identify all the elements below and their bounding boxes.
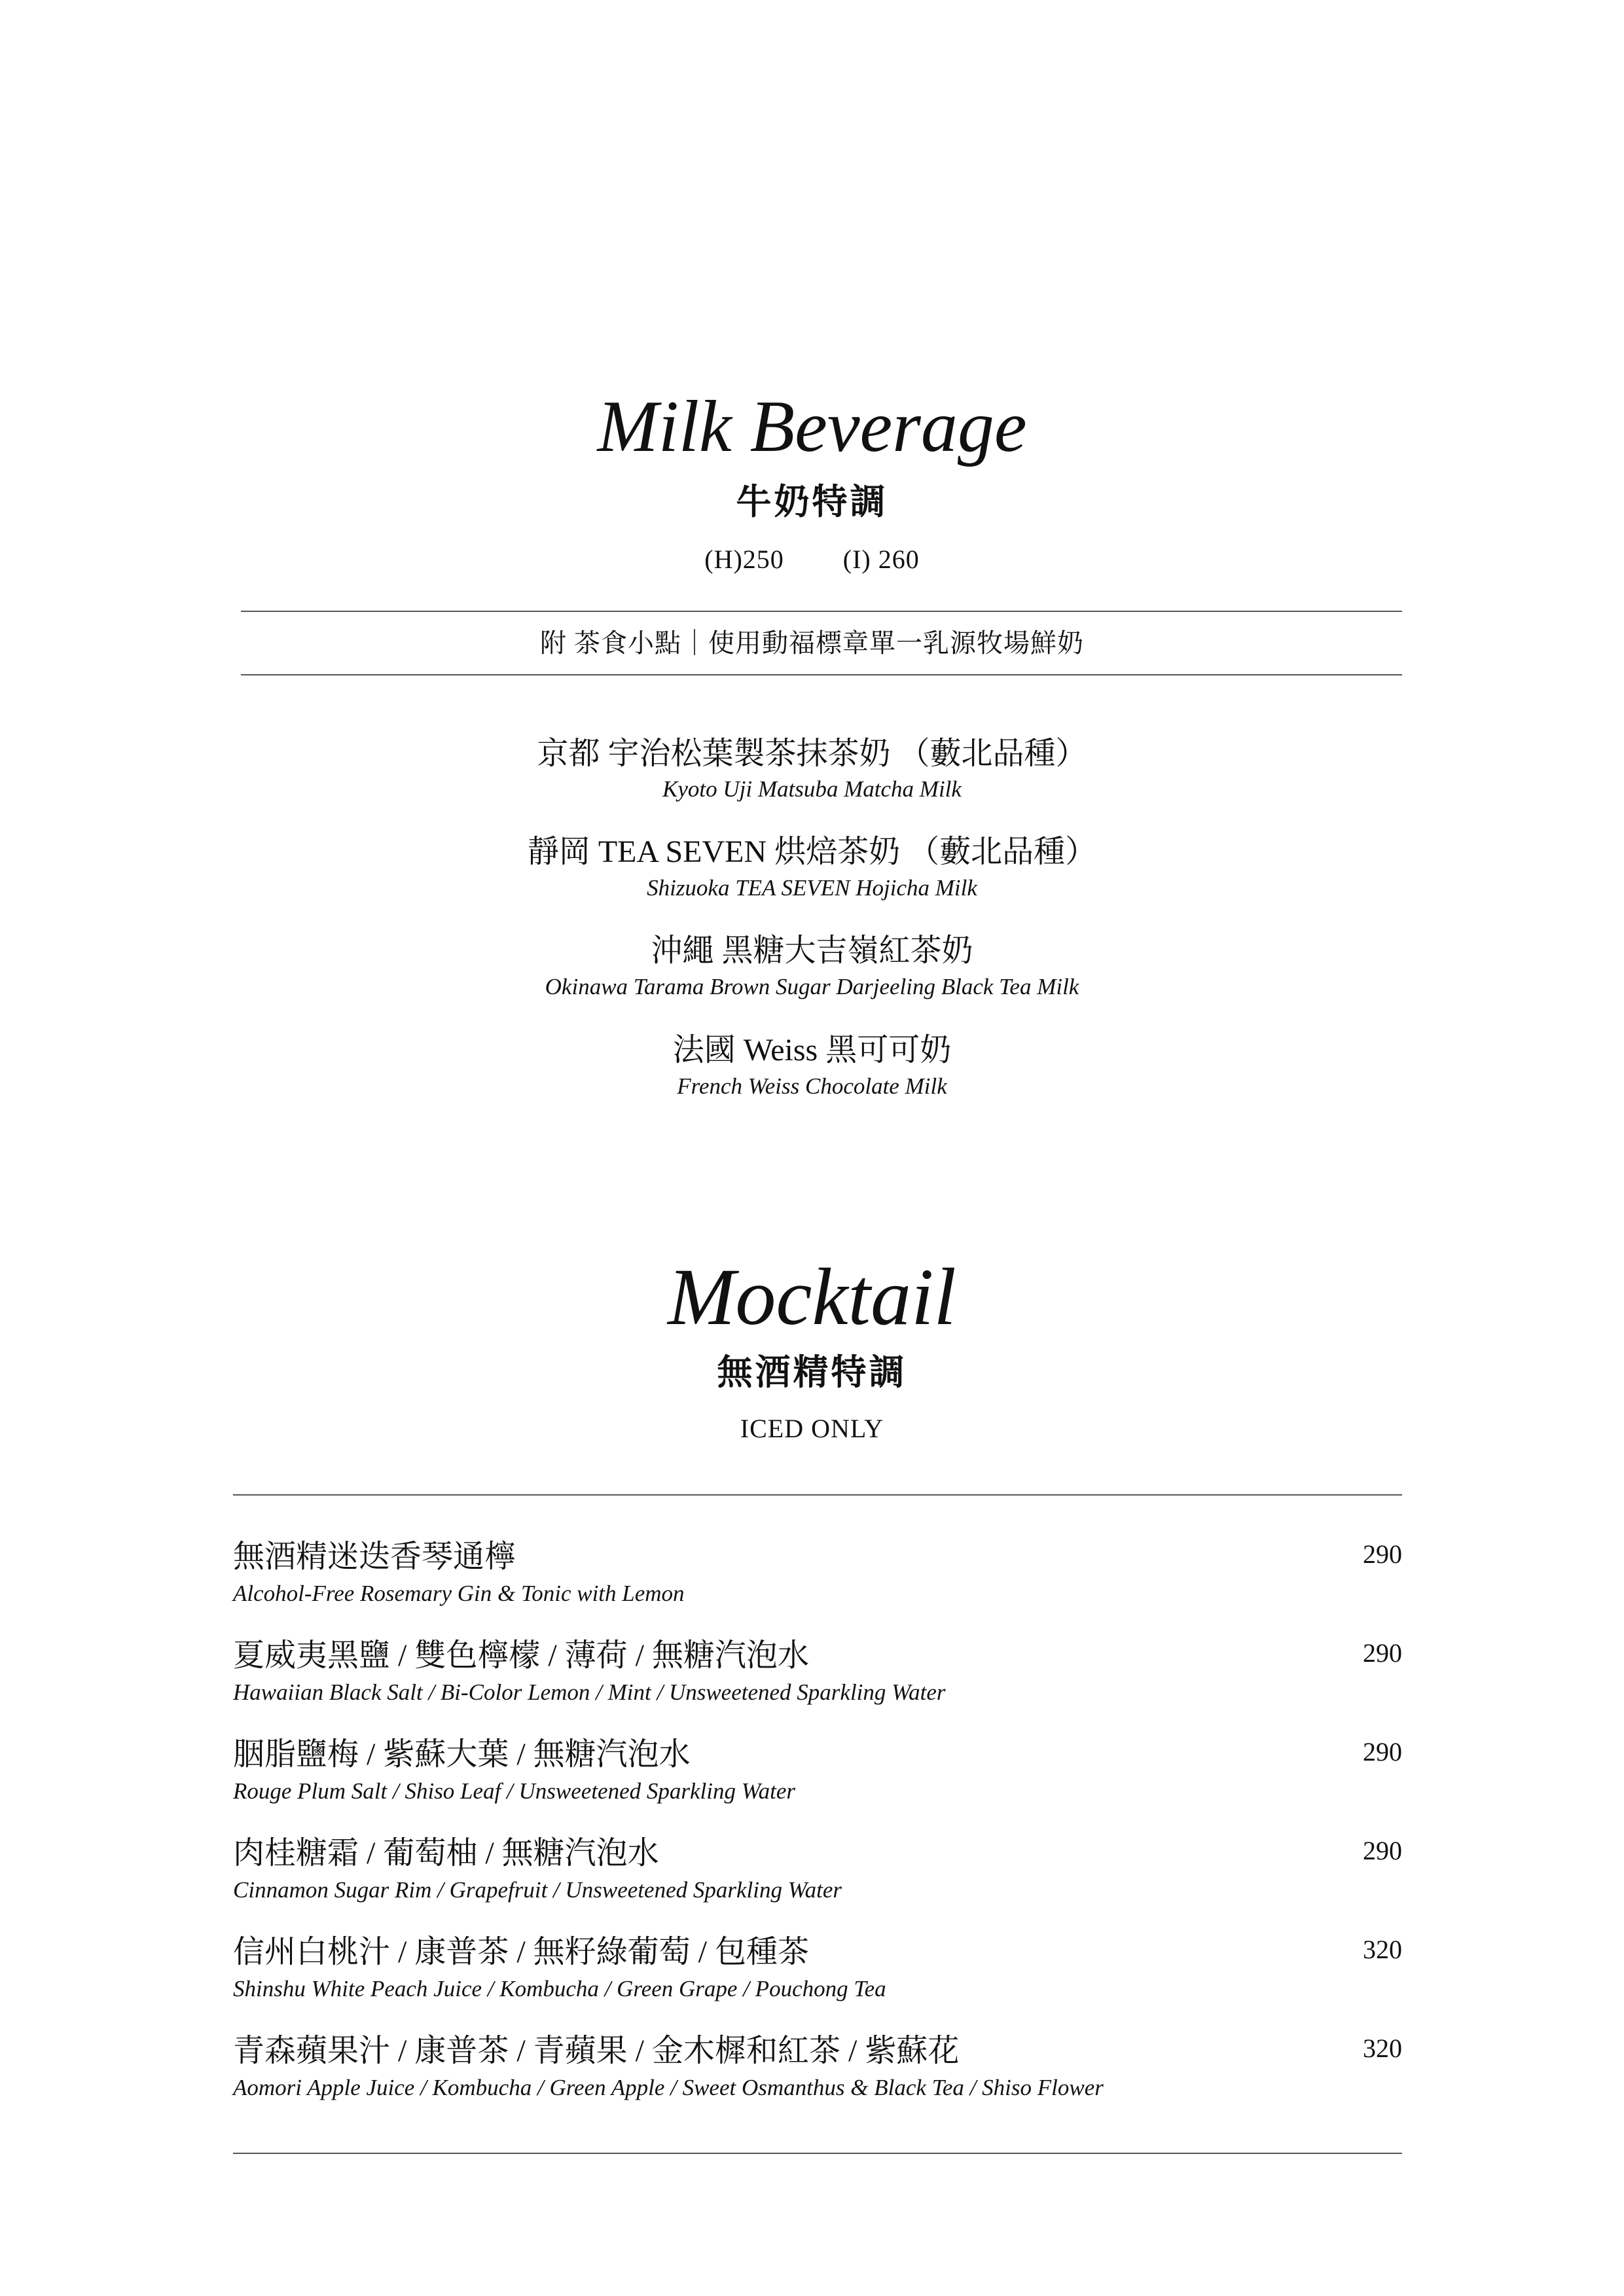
price-hot: (H)250 xyxy=(704,545,784,574)
menu-item-name-en: Kyoto Uji Matsuba Matcha Milk xyxy=(662,776,962,802)
menu-item-name-zh: 京都 宇治松葉製茶抹茶奶 （藪北品種） xyxy=(537,736,1087,771)
price-line xyxy=(0,547,1624,573)
menu-item-price: 290 xyxy=(1363,1638,1402,1668)
menu-item-name-zh: 夏威夷黑鹽 / 雙色檸檬 / 薄荷 / 無糖汽泡水 xyxy=(233,1638,810,1673)
menu-item-name-en: Okinawa Tarama Brown Sugar Darjeeling Black Tea Milk xyxy=(545,974,1079,999)
section-subtitle: 牛奶特調 xyxy=(736,482,888,522)
menu-item-name-zh: 信州白桃汁 / 康普茶 / 無籽綠葡萄 / 包種茶 xyxy=(233,1935,810,1969)
menu-item-name-en: Shinshu White Peach Juice / Kombucha / Green Grape / Pouchong Tea xyxy=(233,1976,886,2001)
menu-item-price: 290 xyxy=(1363,1539,1402,1569)
menu-item-name-en: Alcohol-Free Rosemary Gin & Tonic with Lemon xyxy=(233,1581,685,1606)
menu-item-name-zh: 法國 Weiss 黑可可奶 xyxy=(672,1033,952,1067)
section-note: ICED ONLY xyxy=(740,1414,884,1443)
menu-item-name-en: French Weiss Chocolate Milk xyxy=(677,1073,947,1099)
divider xyxy=(233,1494,1402,1496)
menu-item-price: 290 xyxy=(1363,1836,1402,1865)
menu-item-name-en: Shizuoka TEA SEVEN Hojicha Milk xyxy=(647,875,977,901)
menu-item-name-zh: 青森蘋果汁 / 康普茶 / 青蘋果 / 金木樨和紅茶 / 紫蘇花 xyxy=(233,2034,960,2068)
menu-item-price: 320 xyxy=(1363,2034,1402,2063)
section-title: Mocktail xyxy=(668,1252,956,1342)
menu-item-name-zh: 沖繩 黑糖大吉嶺紅茶奶 xyxy=(651,933,973,968)
menu-item-name-en: Hawaiian Black Salt / Bi-Color Lemon / Mint / Unsweetened Sparkling Water xyxy=(233,1679,946,1705)
menu-item-name-zh: 胭脂鹽梅 / 紫蘇大葉 / 無糖汽泡水 xyxy=(233,1737,691,1772)
menu-item-name-en: Rouge Plum Salt / Shiso Leaf / Unsweetened Sparkling Water xyxy=(233,1778,796,1804)
menu-item-name-zh: 肉桂糖霜 / 葡萄柚 / 無糖汽泡水 xyxy=(233,1836,659,1871)
divider xyxy=(233,2153,1402,2154)
menu-item-name-zh: 無酒精迷迭香琴通檸 xyxy=(233,1539,516,1574)
menu-item-name-en: Cinnamon Sugar Rim / Grapefruit / Unsweetened Sparkling Water xyxy=(233,1877,842,1903)
menu-item-price: 320 xyxy=(1363,1935,1402,1964)
section-title: Milk Beverage xyxy=(597,386,1027,467)
menu-item-price: 290 xyxy=(1363,1737,1402,1767)
divider xyxy=(241,674,1402,675)
menu-item-name-en: Aomori Apple Juice / Kombucha / Green Apple / Sweet Osmanthus & Black Tea / Shiso Flower xyxy=(233,2075,1104,2100)
section-subtitle: 無酒精特調 xyxy=(717,1353,907,1392)
price-iced: (I) 260 xyxy=(842,545,920,574)
menu-item-name-zh: 靜岡 TEA SEVEN 烘焙茶奶 （藪北品種） xyxy=(527,834,1097,869)
section-note: 附 茶食小點｜使用動福標章單一乳源牧場鮮奶 xyxy=(540,628,1084,658)
divider xyxy=(241,611,1402,612)
